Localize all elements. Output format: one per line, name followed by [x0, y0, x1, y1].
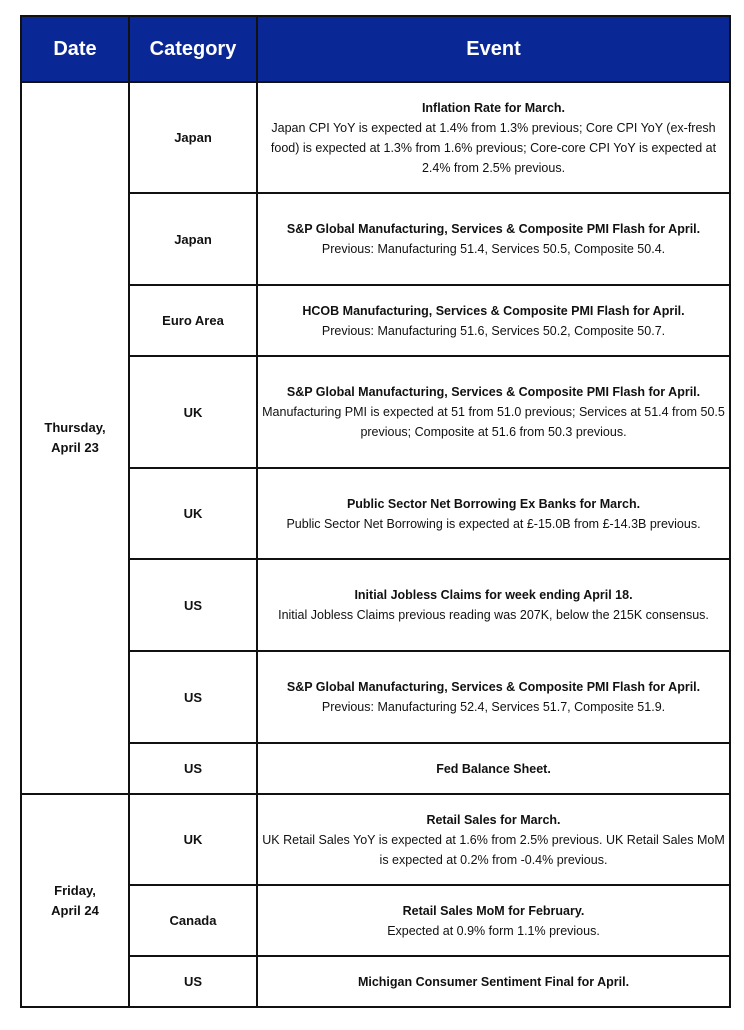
event-cell [257, 651, 730, 743]
category-cell: Canada [129, 885, 257, 956]
category-cell: Japan [129, 82, 257, 193]
category-cell: US [129, 559, 257, 651]
event-title: Initial Jobless Claims for week ending April 18. [354, 588, 633, 602]
date-line: Thursday, [44, 420, 106, 435]
event-description: Previous: Manufacturing 51.4, Services 50.5, Composite 50.4. [321, 242, 666, 256]
table-row [21, 794, 730, 885]
event-title: Retail Sales for March. [426, 812, 561, 827]
event-title: S&P Global Manufacturing, Services & Composite PMI Flash for April. [286, 222, 701, 236]
event-cell [257, 743, 730, 794]
event-title: S&P Global Manufacturing, Services & Composite PMI Flash for April. [286, 680, 701, 694]
header-event: Event [257, 16, 730, 82]
category-cell: Japan [129, 193, 257, 285]
date-cell-thursday [21, 82, 129, 794]
category-cell: UK [129, 468, 257, 559]
header-category: Category [129, 16, 257, 82]
event-description: Expected at 0.9% form 1.1% previous. [387, 923, 600, 938]
date-line: Friday, [54, 882, 96, 898]
event-cell [257, 794, 730, 885]
table-row [21, 82, 730, 193]
date-line: April 23 [51, 440, 99, 455]
event-title: Fed Balance Sheet. [436, 761, 551, 776]
event-cell [257, 82, 730, 193]
event-cell [257, 285, 730, 356]
category-cell: US [129, 651, 257, 743]
event-description: Previous: Manufacturing 52.4, Services 51.7, Composite 51.9. [321, 700, 666, 714]
event-description: Initial Jobless Claims previous reading was 207K, below the 215K consensus. [278, 608, 709, 622]
event-cell [257, 468, 730, 559]
date-cell-friday [21, 794, 129, 1007]
event-cell [257, 356, 730, 468]
category-cell: Euro Area [129, 285, 257, 356]
economic-calendar-table [20, 15, 731, 1008]
event-description: Manufacturing PMI is expected at 51 from 51.0 previous; Services at 51.4 from 50.5 previous; Composite at 51.6 from 50.3 previous. [262, 405, 725, 439]
event-title: HCOB Manufacturing, Services & Composite PMI Flash for April. [302, 303, 685, 318]
event-title: Retail Sales MoM for February. [402, 903, 585, 918]
category-cell: UK [129, 794, 257, 885]
event-title: Michigan Consumer Sentiment Final for April. [357, 974, 630, 989]
category-cell: US [129, 956, 257, 1007]
event-cell [257, 193, 730, 285]
header-date: Date [21, 16, 129, 82]
event-description: Previous: Manufacturing 51.6, Services 50.2, Composite 50.7. [321, 323, 666, 338]
header-row [21, 16, 730, 82]
event-cell [257, 885, 730, 956]
event-cell [257, 559, 730, 651]
event-description: Public Sector Net Borrowing is expected at £-15.0B from £-14.3B previous. [286, 516, 701, 531]
event-title: Inflation Rate for March. [421, 100, 566, 115]
event-description: UK Retail Sales YoY is expected at 1.6% from 2.5% previous. UK Retail Sales MoM is expected at 0.2% from -0.4% previous. [262, 832, 725, 867]
category-cell: UK [129, 356, 257, 468]
category-cell: US [129, 743, 257, 794]
event-description: Japan CPI YoY is expected at 1.4% from 1.3% previous; Core CPI YoY (ex-fresh food) is expected at 1.3% from 1.6% previous; Core-core CPI YoY is expected at 2.4% from 2.5% previous. [270, 120, 717, 175]
event-title: S&P Global Manufacturing, Services & Composite PMI Flash for April. [286, 385, 701, 399]
event-cell [257, 956, 730, 1007]
event-title: Public Sector Net Borrowing Ex Banks for March. [346, 496, 641, 511]
date-line: April 24 [51, 902, 99, 918]
